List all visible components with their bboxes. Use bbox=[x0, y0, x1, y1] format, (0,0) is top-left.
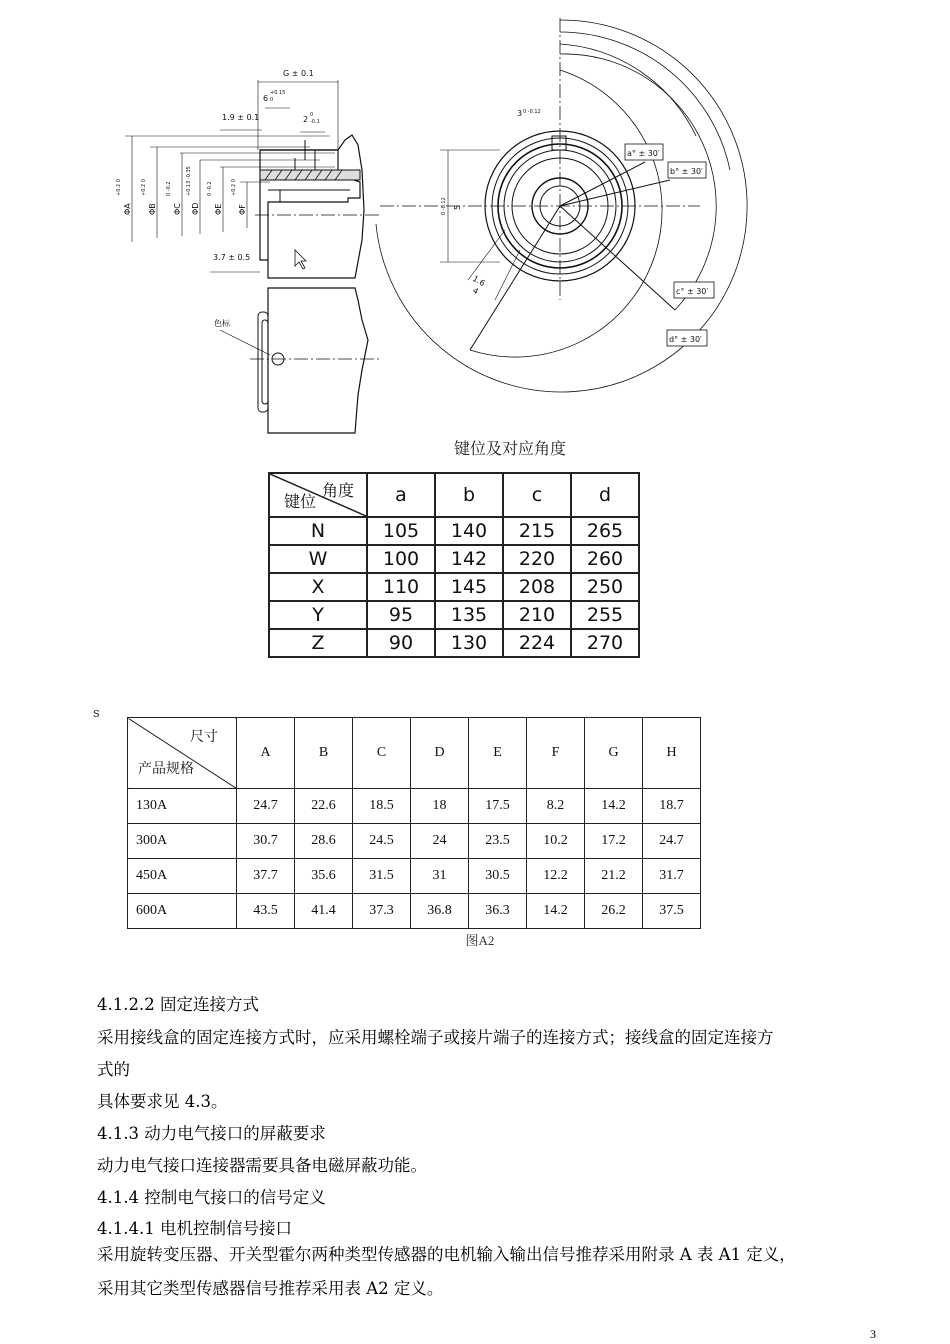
size-cell: 31 bbox=[411, 859, 469, 894]
angle-a-label: a° ± 30′ bbox=[627, 149, 660, 158]
size-table-header: G bbox=[585, 718, 643, 789]
angle-cell: 255 bbox=[571, 601, 639, 629]
table-row bbox=[128, 824, 701, 859]
color-mark-label: 色标 bbox=[214, 319, 230, 328]
angle-cell: 130 bbox=[435, 629, 503, 657]
dim-tol-b: +0.2 0 bbox=[141, 179, 147, 196]
size-cell: 28.6 bbox=[295, 824, 353, 859]
size-cell: 24.7 bbox=[643, 824, 701, 859]
spec-cell: 130A bbox=[128, 789, 237, 824]
size-cell: 37.7 bbox=[237, 859, 295, 894]
size-cell: 18 bbox=[411, 789, 469, 824]
section-heading: 4.1.4.1 电机控制信号接口 bbox=[97, 1219, 292, 1238]
size-table-header: A bbox=[237, 718, 295, 789]
paragraph-line: 具体要求见 4.3。 bbox=[97, 1092, 228, 1111]
dim-three-tol: 0 -0.12 bbox=[523, 109, 541, 115]
size-cell: 17.2 bbox=[585, 824, 643, 859]
key-cell: Z bbox=[269, 629, 367, 657]
size-table-header: D bbox=[411, 718, 469, 789]
key-table-corner bbox=[269, 473, 367, 517]
dim-six-tol-low: 0 bbox=[270, 97, 274, 103]
size-cell: 37.3 bbox=[353, 894, 411, 929]
size-cell: 24.7 bbox=[237, 789, 295, 824]
paragraph-line: 式的 bbox=[97, 1060, 130, 1079]
dim-phi-d: ΦD bbox=[191, 202, 200, 215]
dim-phi-b: ΦB bbox=[148, 203, 157, 215]
angle-cell: 135 bbox=[435, 601, 503, 629]
key-cell: X bbox=[269, 573, 367, 601]
dim-three: 3 bbox=[517, 109, 523, 118]
angle-c-label: c° ± 30′ bbox=[676, 287, 709, 296]
dim-one-six: 1.6 bbox=[471, 273, 487, 289]
angle-cell: 224 bbox=[503, 629, 571, 657]
table-row bbox=[269, 545, 639, 573]
angle-cell: 105 bbox=[367, 517, 435, 545]
size-cell: 31.7 bbox=[643, 859, 701, 894]
angle-cell: 100 bbox=[367, 545, 435, 573]
dim-five: 5 bbox=[453, 204, 462, 210]
dim-one-nine: 1.9 ± 0.1 bbox=[222, 113, 260, 122]
dim-six-tol: +0.15 bbox=[270, 90, 286, 96]
dim-phi-c: ΦC bbox=[173, 203, 182, 215]
figure-a2-caption: 图A2 bbox=[465, 933, 495, 948]
size-table-header: F bbox=[527, 718, 585, 789]
size-cell: 30.7 bbox=[237, 824, 295, 859]
size-table-header-row bbox=[128, 718, 701, 789]
dim-g: G ± 0.1 bbox=[283, 69, 314, 78]
angle-cell: 215 bbox=[503, 517, 571, 545]
paragraph-line: 动力电气接口连接器需要具备电磁屏蔽功能。 bbox=[97, 1156, 427, 1175]
angle-cell: 208 bbox=[503, 573, 571, 601]
size-cell: 41.4 bbox=[295, 894, 353, 929]
size-cell: 36.3 bbox=[469, 894, 527, 929]
size-cell: 31.5 bbox=[353, 859, 411, 894]
paragraph-line: 采用接线盒的固定连接方式时，应采用螺栓端子或接片端子的连接方式；接线盒的固定连接方 bbox=[97, 1028, 774, 1047]
drawing-caption: 键位及对应角度 bbox=[453, 439, 566, 458]
angle-cell: 220 bbox=[503, 545, 571, 573]
spec-cell: 300A bbox=[128, 824, 237, 859]
size-table-corner-top: 尺寸 bbox=[190, 730, 218, 745]
size-cell: 10.2 bbox=[527, 824, 585, 859]
key-cell: N bbox=[269, 517, 367, 545]
size-cell: 22.6 bbox=[295, 789, 353, 824]
paragraph-line: 采用旋转变压器、开关型霍尔两种类型传感器的电机输入输出信号推荐采用附录 A 表 A1 定义， bbox=[97, 1245, 796, 1264]
size-cell: 35.6 bbox=[295, 859, 353, 894]
angle-cell: 110 bbox=[367, 573, 435, 601]
dim-tol-a: +0.2 0 bbox=[116, 179, 122, 196]
dim-two: 2 bbox=[303, 115, 309, 124]
size-table-corner bbox=[128, 718, 237, 789]
size-cell: 23.5 bbox=[469, 824, 527, 859]
size-table-corner-bottom: 产品规格 bbox=[138, 762, 194, 777]
size-cell: 24.5 bbox=[353, 824, 411, 859]
key-table-header: b bbox=[435, 473, 503, 517]
table-row bbox=[128, 859, 701, 894]
angle-cell: 260 bbox=[571, 545, 639, 573]
dim-tol-e: 0 -0.2 bbox=[207, 181, 213, 196]
paragraph-line: 采用其它类型传感器信号推荐采用表 A2 定义。 bbox=[97, 1279, 444, 1298]
spec-cell: 450A bbox=[128, 859, 237, 894]
angle-cell: 265 bbox=[571, 517, 639, 545]
angle-b-label: b° ± 30′ bbox=[670, 167, 703, 176]
size-cell: 26.2 bbox=[585, 894, 643, 929]
key-cell: W bbox=[269, 545, 367, 573]
size-cell: 21.2 bbox=[585, 859, 643, 894]
table-row bbox=[269, 601, 639, 629]
side-section-view bbox=[116, 69, 380, 278]
size-cell: 36.8 bbox=[411, 894, 469, 929]
key-table-header: a bbox=[367, 473, 435, 517]
key-table-header: d bbox=[571, 473, 639, 517]
front-view bbox=[376, 18, 747, 392]
size-cell: 18.5 bbox=[353, 789, 411, 824]
end-view bbox=[214, 288, 380, 433]
dim-phi-f: ΦF bbox=[238, 204, 247, 215]
key-angle-table bbox=[268, 472, 640, 658]
angle-cell: 142 bbox=[435, 545, 503, 573]
dim-tol-c: 0 -0.2 bbox=[166, 181, 172, 196]
page-number: 3 bbox=[870, 1327, 876, 1341]
size-cell: 14.2 bbox=[527, 894, 585, 929]
angle-cell: 90 bbox=[367, 629, 435, 657]
size-cell: 24 bbox=[411, 824, 469, 859]
size-table-header: B bbox=[295, 718, 353, 789]
section-heading: 4.1.3 动力电气接口的屏蔽要求 bbox=[97, 1124, 326, 1143]
dim-tol-f: +0.2 0 bbox=[231, 179, 237, 196]
size-cell: 43.5 bbox=[237, 894, 295, 929]
dim-phi-e: ΦE bbox=[214, 203, 223, 215]
angle-cell: 210 bbox=[503, 601, 571, 629]
angle-cell: 95 bbox=[367, 601, 435, 629]
angle-cell: 145 bbox=[435, 573, 503, 601]
dim-six: 6 bbox=[263, 94, 269, 103]
section-heading: 4.1.2.2 固定连接方式 bbox=[97, 995, 259, 1014]
size-table-header: C bbox=[353, 718, 411, 789]
pointer-icon bbox=[295, 250, 306, 269]
key-cell: Y bbox=[269, 601, 367, 629]
key-table-corner-bottom: 键位 bbox=[284, 492, 317, 511]
section-heading: 4.1.4 控制电气接口的信号定义 bbox=[97, 1188, 326, 1207]
dim-phi-a: ΦA bbox=[123, 203, 132, 215]
table-row bbox=[269, 573, 639, 601]
spec-cell: 600A bbox=[128, 894, 237, 929]
size-cell: 18.7 bbox=[643, 789, 701, 824]
table-row bbox=[269, 517, 639, 545]
size-cell: 14.2 bbox=[585, 789, 643, 824]
size-cell: 30.5 bbox=[469, 859, 527, 894]
table-row bbox=[128, 894, 701, 929]
angle-d-label: d° ± 30′ bbox=[669, 335, 702, 344]
size-table-header: E bbox=[469, 718, 527, 789]
dim-two-tol: 0 bbox=[310, 112, 314, 118]
key-table-header-row bbox=[269, 473, 639, 517]
angle-cell: 250 bbox=[571, 573, 639, 601]
dim-two-tol-low: -0.1 bbox=[310, 119, 320, 125]
dim-tol-d: +0.13 -0.35 bbox=[186, 166, 192, 196]
size-cell: 17.5 bbox=[469, 789, 527, 824]
table-row bbox=[128, 789, 701, 824]
size-cell: 8.2 bbox=[527, 789, 585, 824]
table-row bbox=[269, 629, 639, 657]
dim-five-tol: 0 -0.12 bbox=[441, 197, 447, 215]
connector-drawing bbox=[100, 10, 760, 435]
key-table-corner-top: 角度 bbox=[321, 481, 354, 500]
stray-mark: s bbox=[93, 706, 100, 721]
size-cell: 37.5 bbox=[643, 894, 701, 929]
key-table-header: c bbox=[503, 473, 571, 517]
size-table bbox=[127, 717, 701, 929]
angle-cell: 140 bbox=[435, 517, 503, 545]
dim-four: 4 bbox=[471, 285, 480, 297]
angle-cell: 270 bbox=[571, 629, 639, 657]
size-table-header: H bbox=[643, 718, 701, 789]
size-cell: 12.2 bbox=[527, 859, 585, 894]
dim-three-seven: 3.7 ± 0.5 bbox=[213, 253, 251, 262]
